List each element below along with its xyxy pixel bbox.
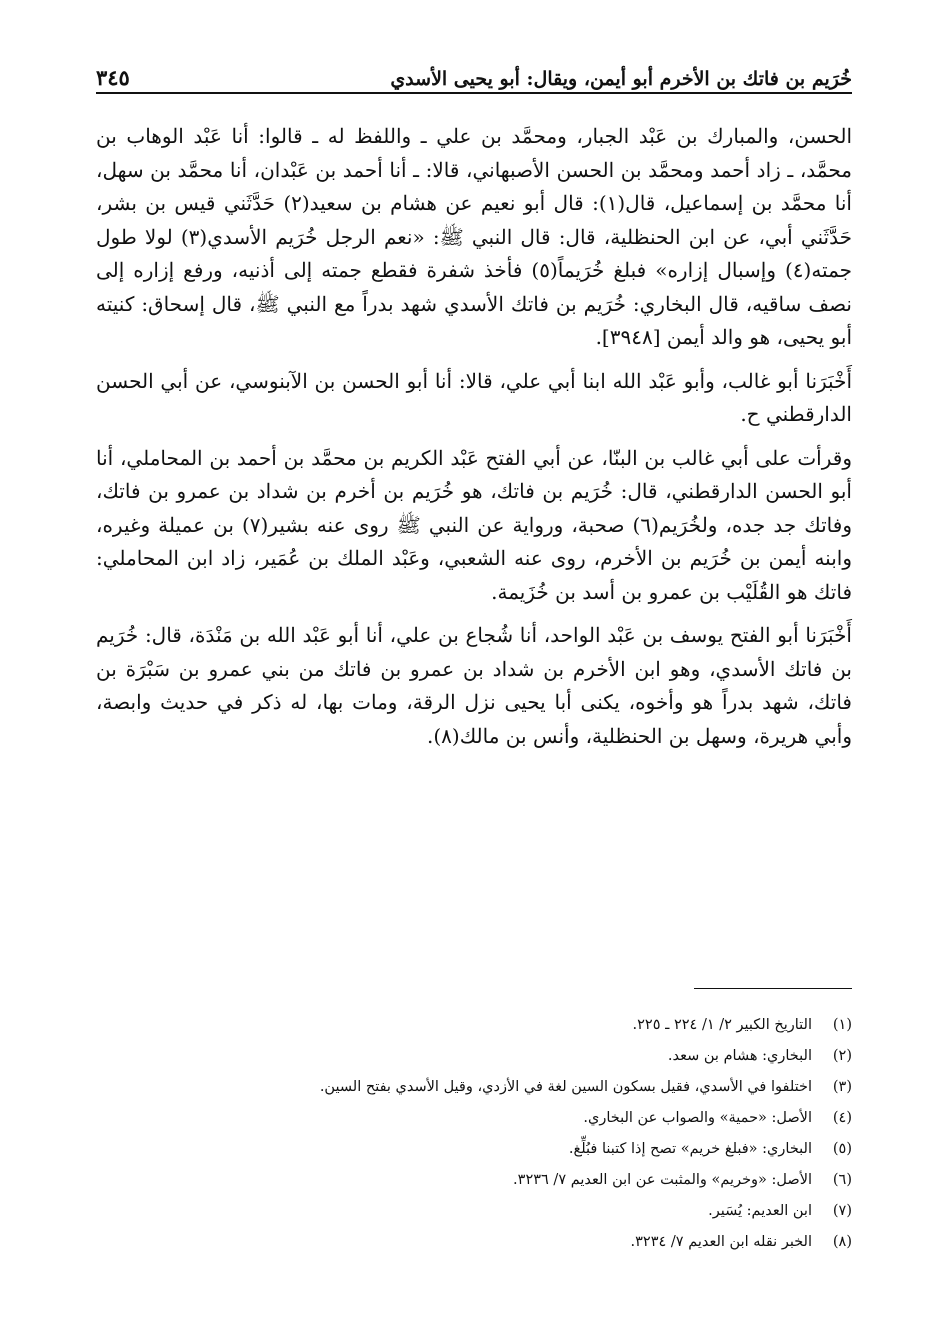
running-header xyxy=(96,56,852,90)
footnote-8 xyxy=(96,1227,852,1258)
footnote-2 xyxy=(96,1041,852,1072)
footnote-number: (٣) xyxy=(832,1079,852,1095)
footnote-text: الأصل: «حمية» والصواب عن البخاري. xyxy=(583,1110,812,1126)
footnote-number: (٢) xyxy=(832,1048,852,1064)
footnote-1 xyxy=(96,1010,852,1041)
footnote-number: (٨) xyxy=(832,1234,852,1250)
header-rule xyxy=(96,92,852,94)
footnote-6 xyxy=(96,1165,852,1196)
footnote-number: (٧) xyxy=(832,1203,852,1219)
footnote-number: (٦) xyxy=(832,1172,852,1188)
footnote-number: (١) xyxy=(832,1017,852,1033)
paragraph-4: أَخْبَرَنا أبو الفتح يوسف بن عَبْد الواحد، أنا شُجاع بن علي، أنا أبو عَبْد الله بن مَنْدَة، قال: خُرَيم بن فاتك الأسدي، وهو ابن الأخرم بن شداد بن عمرو بن فاتك من بني عمرو بن سَبْرَة بن فاتك، شهد بدراً هو وأخوه، يكنى أبا يحيى نزل الرقة، ومات بها، له ذكر في حديث وابصة، وأبي هريرة، وسهل بن الحنظلية، وأنس بن مالك(٨). xyxy=(96,623,852,748)
paragraph-2: أَخْبَرَنا أبو غالب، وأبو عَبْد الله ابنا أبي علي، قالا: أنا أبو الحسن بن الآبنوسي، عن أبي الحسن الدارقطني ح. xyxy=(96,368,852,426)
footnote-3 xyxy=(96,1072,852,1103)
page-number: ٣٤٥ xyxy=(96,65,130,90)
paragraph-1: الحسن، والمبارك بن عَبْد الجبار، ومحمَّد بن علي ـ واللفظ له ـ قالوا: أنا عَبْد الوهاب بن محمَّد، ـ زاد أحمد ومحمَّد بن الحسن الأصبهاني، قالا: ـ أنا أحمد بن عَبْدان، أنا محمَّد بن سهل، أنا محمَّد بن إسماعيل، قال(١): قال أبو نعيم عن هشام بن سعيد(٢) حَدَّثَني قيس بن بشر، حَدَّثَني أبي، عن ابن الحنظلية، قال: قال النبي ﷺ: «نعم الرجل خُرَيم الأسدي(٣) لولا طول جمته(٤) وإسبال إزاره» فبلغ خُرَيماً(٥) فأخذ شفرة فقطع جمته إلى أذنيه، ورفع إزاره إلى نصف ساقيه، قال البخاري: خُرَيم بن فاتك الأسدي شهد بدراً مع النبي ﷺ، قال إسحاق: كنيته أبو يحيى، هو والد أيمن [٣٩٤٨]. xyxy=(96,124,853,349)
footnote-text: البخاري: «فبلغ خريم» تصح إذا كتبنا فبُلِّغ. xyxy=(568,1141,812,1157)
footnote-number: (٤) xyxy=(832,1110,852,1126)
running-title: خُرَيم بن فاتك بن الأخرم أبو أيمن، ويقال: أبو يحيى الأسدي xyxy=(390,68,852,90)
footnote-text: الأصل: «وخريم» والمثبت عن ابن العديم ٧/ ٣٢٣٦. xyxy=(513,1172,812,1188)
footnote-text: التاريخ الكبير ٢/ ١/ ٢٢٤ ـ ٢٢٥. xyxy=(632,1017,812,1033)
footnote-separator xyxy=(694,988,852,989)
footnote-5 xyxy=(96,1134,852,1165)
footnotes xyxy=(96,1010,852,1258)
paragraph-3: وقرأت على أبي غالب بن البنّا، عن أبي الفتح عَبْد الكريم بن محمَّد بن أحمد بن المحاملي، أنا أبو الحسن الدارقطني، قال: خُرَيم بن فاتك، هو خُرَيم بن أخرم بن شداد بن عمرو بن فاتك، وفاتك جد جده، ولخُرَيم(٦) صحبة، ورواية عن النبي ﷺ روى عنه بشير(٧) بن عميلة وغيره، وابنه أيمن بن خُرَيم بن الأخرم، روى عنه الشعبي، وعَبْد الملك بن عُمَير، زاد ابن المحاملي: فاتك هو القُلَيْب بن عمرو بن أسد بن خُزَيمة. xyxy=(96,445,852,604)
main-text xyxy=(96,120,852,753)
footnote-4 xyxy=(96,1103,852,1134)
footnote-number: (٥) xyxy=(832,1141,852,1157)
footnote-text: اختلفوا في الأسدي، فقيل بسكون السين لغة في الأزدي، وقيل الأسدي بفتح السين. xyxy=(319,1079,812,1095)
footnote-text: ابن العديم: يُسَير. xyxy=(708,1203,812,1219)
footnote-text: الخبر نقله ابن العديم ٧/ ٣٢٣٤. xyxy=(630,1234,812,1250)
footnote-text: البخاري: هشام بن سعد. xyxy=(667,1048,812,1064)
footnote-7 xyxy=(96,1196,852,1227)
